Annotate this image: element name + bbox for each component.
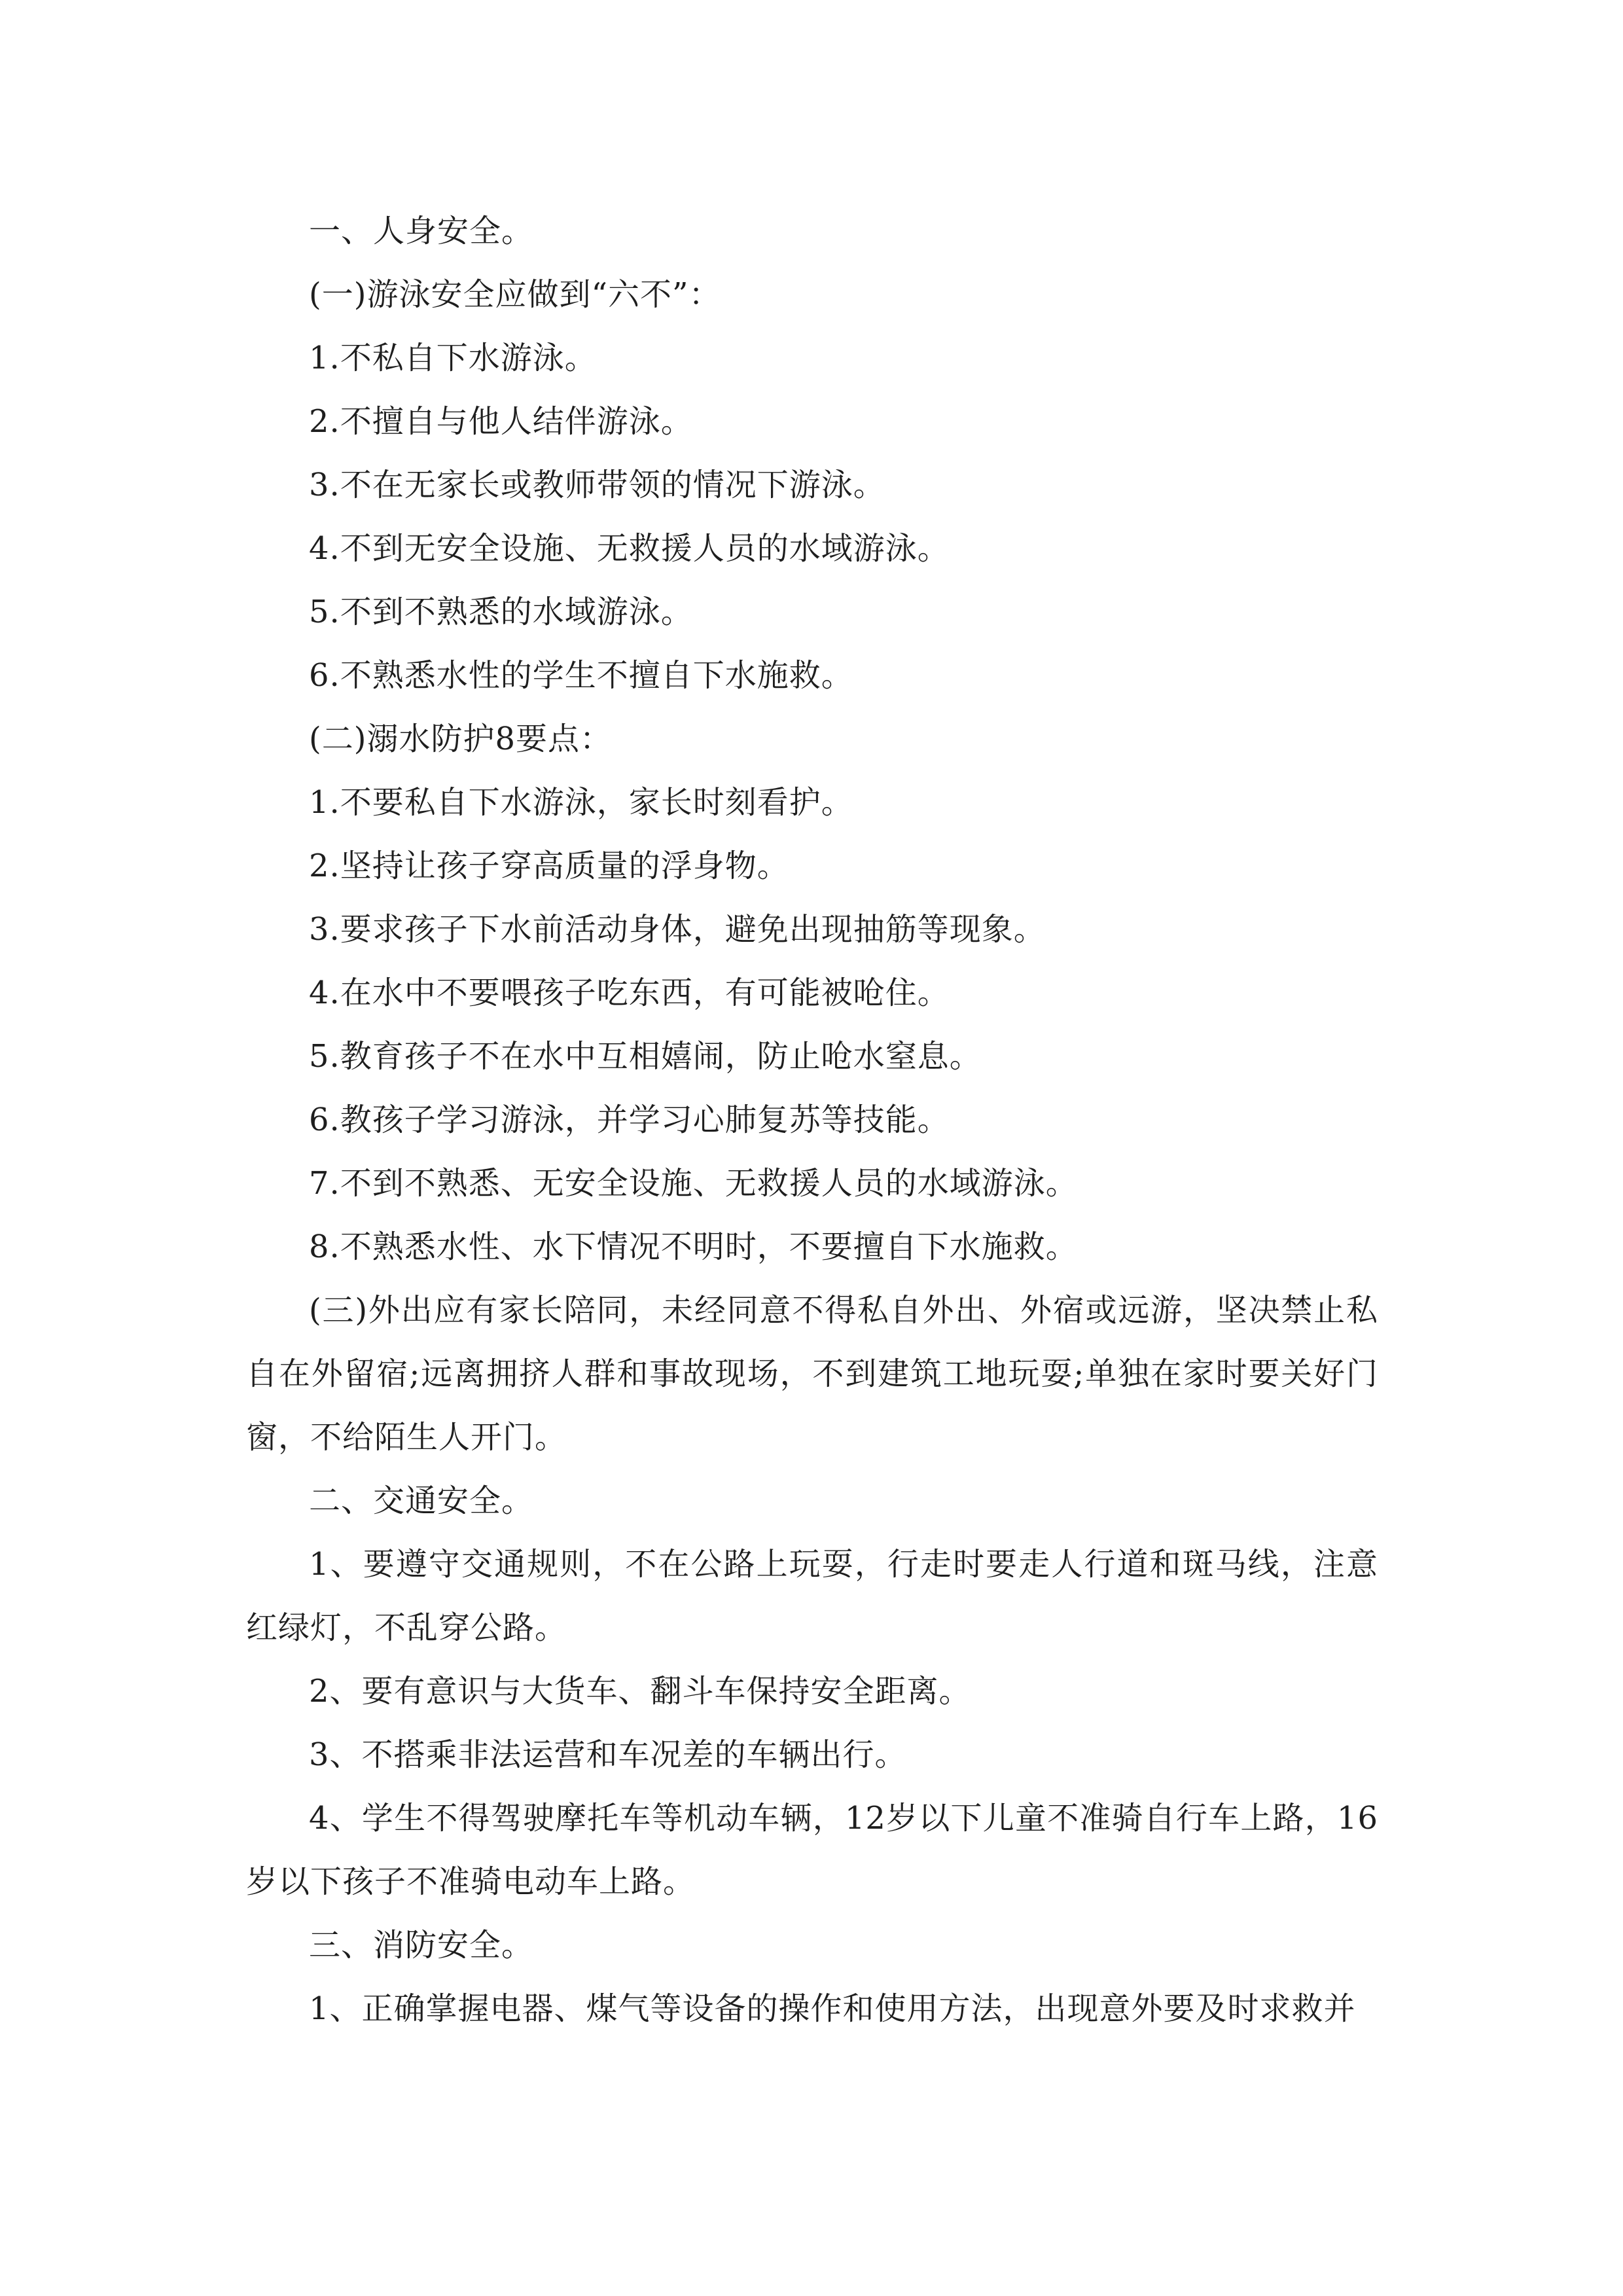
section-heading-personal-safety: 一、人身安全。	[309, 213, 534, 249]
list-item: 1、要遵守交通规则，不在公路上玩耍，行走时要走人行道和斑马线，注意红绿灯，不乱穿公路。	[246, 1546, 1378, 1646]
list-item: 2.不擅自与他人结伴游泳。	[309, 403, 693, 440]
list-item: 1.不要私自下水游泳，家长时刻看护。	[309, 784, 853, 821]
section-heading-fire-safety: 三、消防安全。	[309, 1927, 534, 1964]
list-item: 4.在水中不要喂孩子吃东西，有可能被呛住。	[309, 975, 950, 1011]
list-item: 7.不到不熟悉、无安全设施、无救援人员的水域游泳。	[309, 1165, 1078, 1202]
section-heading-traffic-safety: 二、交通安全。	[309, 1482, 534, 1519]
list-item: 2、要有意识与大货车、翻斗车保持安全距离。	[309, 1673, 971, 1710]
list-item: 4.不到无安全设施、无救援人员的水域游泳。	[309, 530, 950, 567]
list-item: 3.不在无家长或教师带领的情况下游泳。	[309, 467, 885, 503]
list-item: 3、不搭乘非法运营和车况差的车辆出行。	[309, 1736, 907, 1773]
document-body	[246, 200, 1378, 2041]
list-item: 1.不私自下水游泳。	[309, 340, 597, 376]
list-item: 5.教育孩子不在水中互相嬉闹，防止呛水窒息。	[309, 1038, 982, 1075]
subsection-heading-swimming: (一)游泳安全应做到“六不”：	[309, 276, 721, 313]
list-item: 1、正确掌握电器、煤气等设备的操作和使用方法，出现意外要及时求救并	[309, 1990, 1356, 2027]
list-item: 6.不熟悉水性的学生不擅自下水施救。	[309, 657, 853, 694]
list-item: 4、学生不得驾驶摩托车等机动车辆，12岁以下儿童不准骑自行车上路，16岁以下孩子不准骑电动车上路。	[246, 1800, 1378, 1900]
paragraph-going-out: (三)外出应有家长陪同，未经同意不得私自外出、外宿或远游，坚决禁止私自在外留宿;远离拥挤人群和事故现场，不到建筑工地玩耍;单独在家时要关好门窗，不给陌生人开门。	[246, 1292, 1378, 1456]
list-item: 2.坚持让孩子穿高质量的浮身物。	[309, 848, 789, 884]
subsection-heading-drowning: (二)溺水防护8要点：	[309, 721, 612, 757]
list-item: 6.教孩子学习游泳，并学习心肺复苏等技能。	[309, 1102, 950, 1138]
list-item: 8.不熟悉水性、水下情况不明时，不要擅自下水施救。	[309, 1229, 1078, 1265]
list-item: 5.不到不熟悉的水域游泳。	[309, 594, 693, 630]
list-item: 3.要求孩子下水前活动身体，避免出现抽筋等现象。	[309, 911, 1046, 948]
